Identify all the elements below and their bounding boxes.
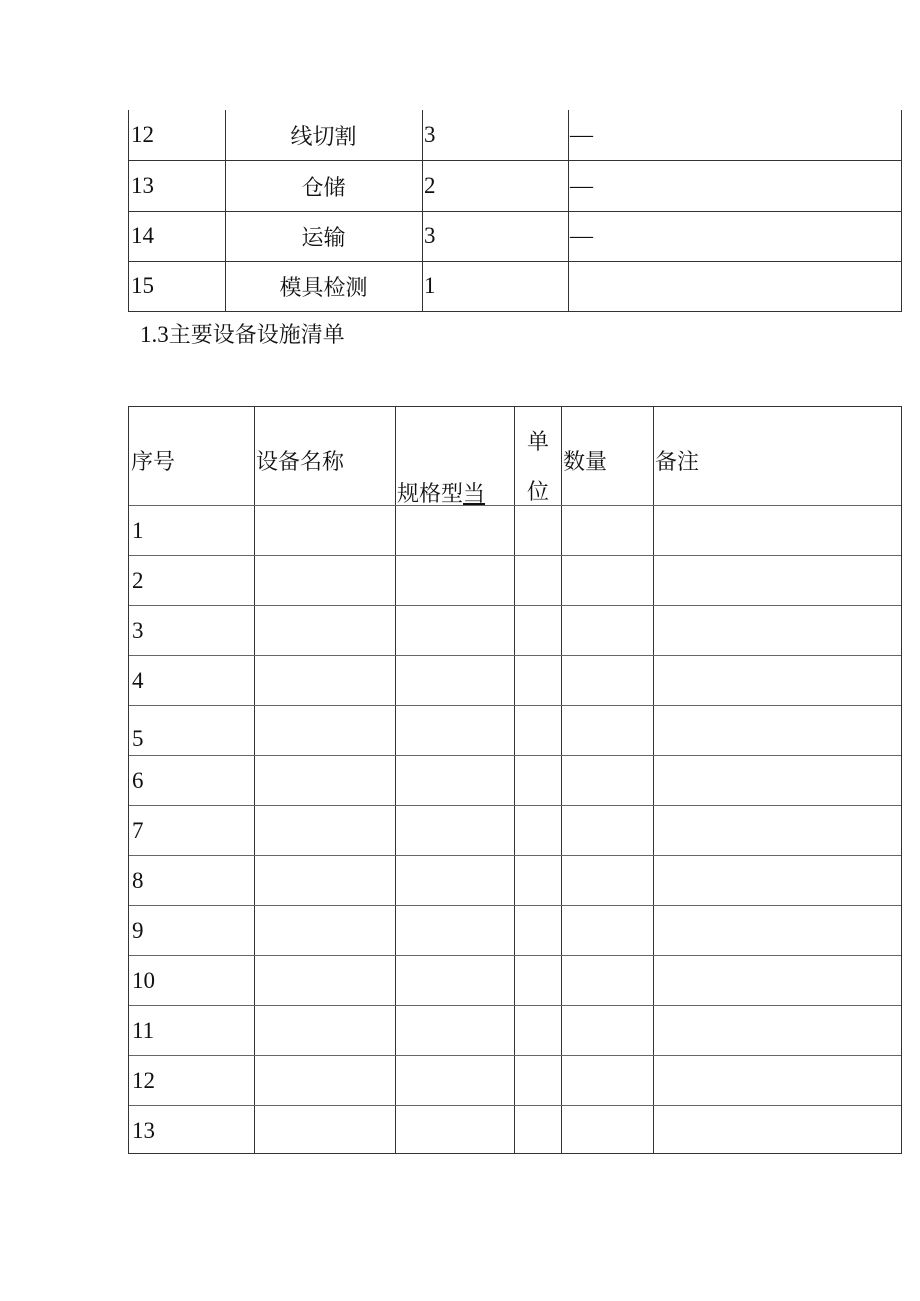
table-row <box>129 905 901 955</box>
row-number: 13 <box>132 1118 155 1143</box>
row-name: 仓储 <box>301 175 346 201</box>
header-remark: 备注 <box>655 450 700 475</box>
top-table <box>128 110 902 312</box>
row-number: 5 <box>132 726 144 751</box>
row-number: 3 <box>132 618 144 643</box>
header-qty: 数量 <box>563 450 608 475</box>
equipment-table <box>128 406 902 1154</box>
row-note: — <box>570 173 593 198</box>
section-title <box>140 318 345 349</box>
table-row <box>129 805 901 855</box>
row-count: 1 <box>424 273 436 298</box>
row-number: 14 <box>131 223 154 248</box>
table-row <box>129 1005 901 1055</box>
table-row <box>128 161 902 212</box>
table-row <box>128 261 902 312</box>
table-row <box>129 755 901 805</box>
header-unit-top: 单 <box>527 430 550 455</box>
row-number: 12 <box>132 1068 155 1093</box>
table-row <box>129 1105 901 1154</box>
row-name: 运输 <box>301 225 346 251</box>
row-number: 8 <box>132 868 144 893</box>
table-row <box>129 1055 901 1105</box>
row-number: 1 <box>132 518 144 543</box>
row-number: 2 <box>132 568 144 593</box>
row-note: — <box>570 122 593 147</box>
row-note: — <box>570 223 593 248</box>
row-number: 13 <box>131 173 154 198</box>
row-count: 3 <box>424 223 436 248</box>
table-row <box>129 955 901 1005</box>
header-name: 设备名称 <box>256 450 345 475</box>
table-row <box>129 705 901 755</box>
row-number: 11 <box>132 1018 155 1043</box>
row-number: 7 <box>132 818 144 843</box>
row-number: 4 <box>132 668 144 693</box>
row-number: 12 <box>131 122 154 147</box>
table-row <box>129 855 901 905</box>
row-number: 9 <box>132 918 144 943</box>
section-number: 1.3 <box>140 322 169 347</box>
table-row <box>129 555 901 605</box>
table-row <box>129 605 901 655</box>
header-unit-bottom: 位 <box>527 480 550 505</box>
header-no: 序号 <box>131 450 176 475</box>
table-row <box>128 110 902 161</box>
header-spec: 规格型当 <box>397 482 486 507</box>
row-name: 模具检测 <box>279 275 368 301</box>
row-number: 15 <box>131 273 154 298</box>
row-count: 3 <box>424 122 436 147</box>
row-count: 2 <box>424 173 436 198</box>
row-number: 10 <box>132 968 155 993</box>
section-title-text: 主要设备设施清单 <box>168 323 345 348</box>
table-row <box>129 505 901 555</box>
row-number: 6 <box>132 768 144 793</box>
row-name: 线切割 <box>290 124 357 150</box>
table-row <box>129 655 901 705</box>
table-row <box>128 211 902 262</box>
